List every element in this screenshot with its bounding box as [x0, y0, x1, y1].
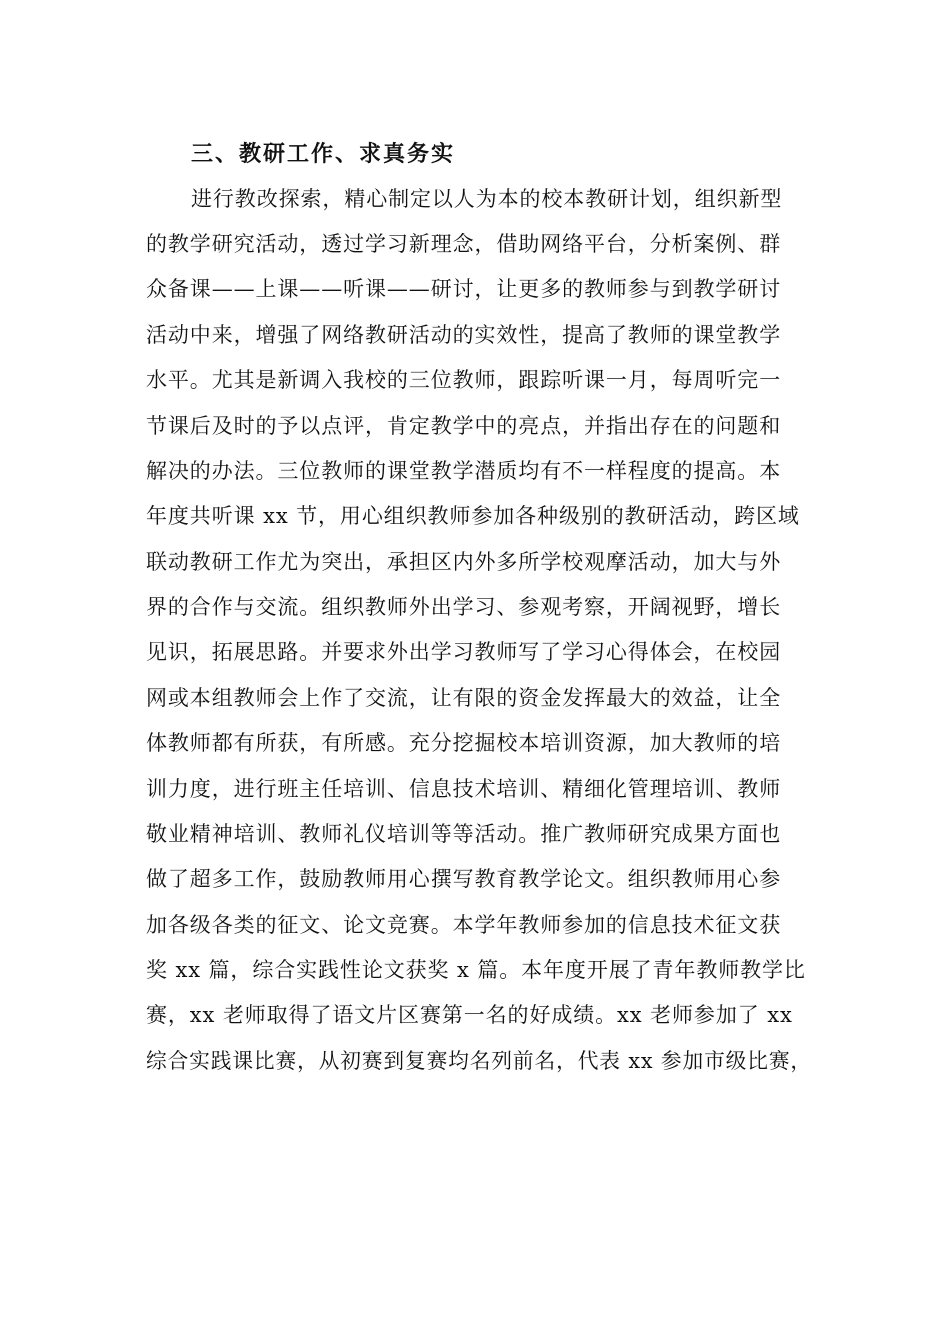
paragraph-line: 众备课——上课——听课——研讨，让更多的教师参与到教学研讨	[146, 277, 782, 301]
paragraph-line: 网或本组教师会上作了交流，让有限的资金发挥最大的效益，让全	[146, 686, 782, 710]
paragraph-line: 奖 xx 篇，综合实践性论文获奖 x 篇。本年度开展了青年教师教学比	[146, 958, 806, 982]
paragraph-line: 训力度，进行班主任培训、信息技术培训、精细化管理培训、教师	[146, 777, 782, 801]
paragraph-line: 做了超多工作，鼓励教师用心撰写教育教学论文。组织教师用心参	[146, 867, 782, 891]
paragraph-line: 活动中来，增强了网络教研活动的实效性，提高了教师的课堂教学	[146, 323, 782, 347]
paragraph-line: 解决的办法。三位教师的课堂教学潜质均有不一样程度的提高。本	[146, 459, 782, 483]
paragraph-line: 联动教研工作尤为突出，承担区内外多所学校观摩活动，加大与外	[146, 550, 782, 574]
section-heading: 三、教研工作、求真务实	[191, 141, 456, 167]
paragraph-line: 赛，xx 老师取得了语文片区赛第一名的好成绩。xx 老师参加了 xx	[146, 1003, 793, 1027]
paragraph-line: 节课后及时的予以点评，肯定教学中的亮点，并指出存在的问题和	[146, 414, 782, 438]
paragraph-line: 敬业精神培训、教师礼仪培训等等活动。推广教师研究成果方面也	[146, 822, 782, 846]
paragraph-line: 见识，拓展思路。并要求外出学习教师写了学习心得体会，在校园	[146, 640, 782, 664]
paragraph-line: 体教师都有所获，有所感。充分挖掘校本培训资源，加大教师的培	[146, 731, 782, 755]
paragraph-line: 水平。尤其是新调入我校的三位教师，跟踪听课一月，每周听完一	[146, 368, 782, 392]
paragraph-line: 综合实践课比赛，从初赛到复赛均名列前名，代表 xx 参加市级比赛，	[146, 1049, 813, 1073]
paragraph-line: 的教学研究活动，透过学习新理念，借助网络平台，分析案例、群	[146, 232, 782, 256]
paragraph-line: 加各级各类的征文、论文竞赛。本学年教师参加的信息技术征文获	[146, 913, 782, 937]
paragraph-line: 界的合作与交流。组织教师外出学习、参观考察，开阔视野，增长	[146, 595, 782, 619]
paragraph-line: 年度共听课 xx 节，用心组织教师参加各种级别的教研活动，跨区域	[146, 504, 800, 528]
paragraph-line: 进行教改探索，精心制定以人为本的校本教研计划，组织新型	[191, 187, 783, 211]
